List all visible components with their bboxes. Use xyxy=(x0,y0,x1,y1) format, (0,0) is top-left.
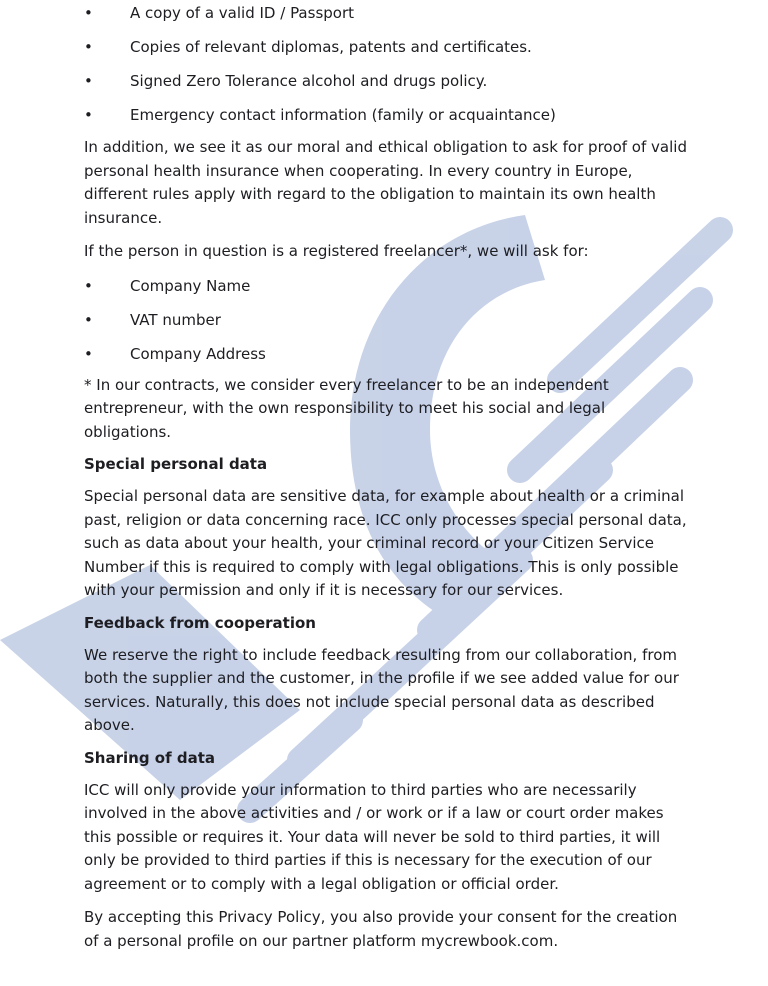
bullet: • xyxy=(84,310,93,329)
section-paragraph: ICC will only provide your information to third parties who are necessarily involved in the above activities and / or work or if a law or court order makes this possible or requires it. Your data will never be sold to third parties, it will only be provided to third parties if this is necessary for the execution of our agreement or to comply with a legal obligation or official order. xyxy=(84,780,664,893)
bullet: • xyxy=(84,38,93,56)
bullet: • xyxy=(84,72,93,90)
bullet: • xyxy=(84,4,93,22)
required-documents-list xyxy=(84,3,694,125)
list-item: • Company Address xyxy=(84,344,266,363)
list-item: • Emergency contact information (family or acquaintance) xyxy=(84,106,556,124)
freelancer-note: * In our contracts, we consider every freelancer to be an independent entrepreneur, with the own responsibility to meet his social and legal obligations. xyxy=(84,375,609,441)
list-item: • VAT number xyxy=(84,310,221,329)
list-item: • Signed Zero Tolerance alcohol and drugs policy. xyxy=(84,72,488,90)
bullet: • xyxy=(84,344,93,363)
section-paragraph: By accepting this Privacy Policy, you also provide your consent for the creation of a personal profile on our partner platform mycrewbook.com. xyxy=(84,908,678,950)
list-item: • Company Name xyxy=(84,276,251,295)
freelancer-requirements-list xyxy=(84,276,694,364)
list-item: • Copies of relevant diplomas, patents and certificates. xyxy=(84,38,532,56)
bullet: • xyxy=(84,106,93,124)
section-heading: Sharing of data xyxy=(84,748,215,767)
bullet: • xyxy=(84,276,93,295)
section-heading: Feedback from cooperation xyxy=(84,613,316,632)
section-heading: Special personal data xyxy=(84,455,268,473)
list-item: • A copy of a valid ID / Passport xyxy=(84,4,355,22)
section-paragraph: We reserve the right to include feedback resulting from our collaboration, from both the supplier and the customer, in the profile if we see added value for our services. Naturally, this does not include special personal data as described above. xyxy=(84,645,679,734)
document-page xyxy=(84,0,694,953)
freelancer-intro: If the person in question is a registered freelancer*, we will ask for: xyxy=(84,242,589,260)
health-insurance-paragraph: In addition, we see it as our moral and ethical obligation to ask for proof of valid personal health insurance when cooperating. In every country in Europe, different rules apply with regard to the obligation to maintain its own health insurance. xyxy=(84,138,687,227)
section-paragraph: Special personal data are sensitive data, for example about health or a criminal past, religion or data concerning race. ICC only processes special personal data, such as data about your health, your criminal record or your Citizen Service Number if this is required to comply with legal obligations. This is only possible with your permission and only if it is necessary for our services. xyxy=(84,487,687,599)
